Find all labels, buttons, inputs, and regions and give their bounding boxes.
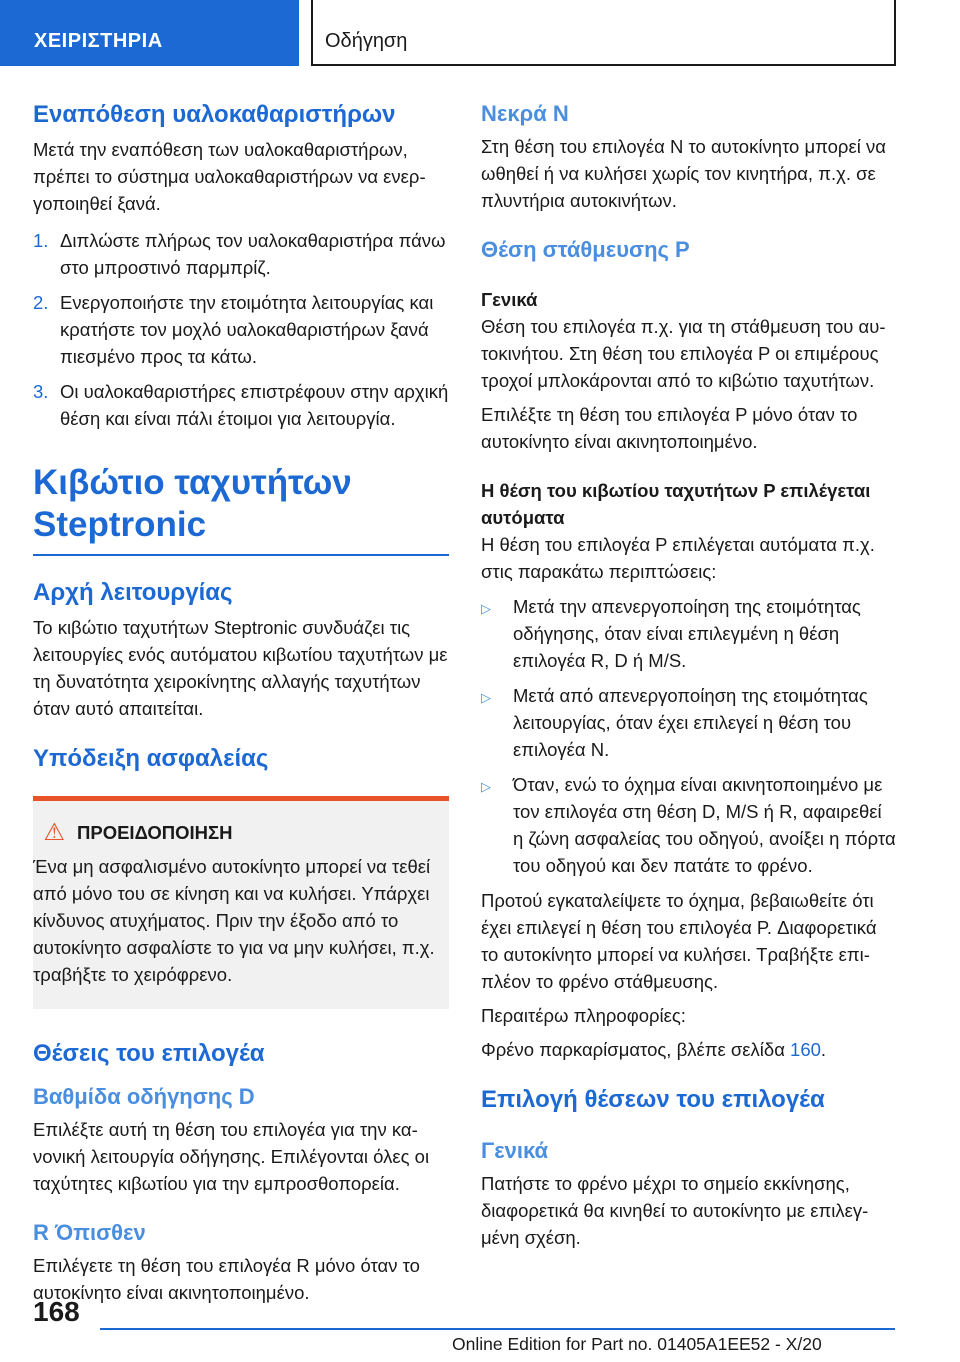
step-text: Διπλώστε πλήρως τον υαλοκαθαριστήρα πάνω στο μπροστινό παρμπρίζ. [60,230,446,278]
brake-reference [481,1036,897,1063]
warning-box [33,796,449,1009]
leave-text: Προτού εγκαταλείψετε το όχημα, βεβαιωθείτε ότι έχει επιλεγεί η θέση του επιλογέα P. Διαφορετικά το αυτοκίνητο μπορεί να κυλήσει. Τραβήξτε επιπλέον το φρένο στάθμευσης. [481,890,877,992]
page-number: 168 [33,1296,80,1327]
auto-p-heading: Η θέση του κιβωτίου ταχυτήτων P επιλέγεται αυτόματα [481,480,871,528]
triangle-bullet-icon: ▷ [481,601,491,616]
list-item-text: Μετά από απενεργοποίηση της ετοιμότητας λειτουργίας, όταν έχει επιλεγεί η θέση του επιλογέα N. [513,685,868,760]
step-number: 3. [33,381,49,402]
chapter-tab[interactable]: Οδήγηση [311,0,896,66]
warning-text: Ένα μη ασφαλισμένο αυτοκίνητο μπορεί να τεθεί από μόνο του σε κίνηση και να κυλήσει. Υπάρχει κίνδυνος ατυχήματος. Πριν την έξοδο από το αυτοκίνητο ασφαλίστε το για να μην κυλήσει, π.χ. τραβήξτε το χειρόφρενο. [33,856,435,985]
auto-p-list [481,593,897,879]
select-heading: Επιλογή θέσεων του επιλογέα [481,1086,825,1113]
drive-heading: Βαθμίδα οδήγησης D [33,1084,255,1109]
positions-heading: Θέσεις του επιλογέα [33,1040,265,1067]
step-text: Οι υαλοκαθαριστήρες επιστρέφουν στην αρχική θέση και είναι πάλι έτοιμοι για λειτουργία. [60,381,449,429]
reverse-text: Επιλέγετε τη θέση του επιλογέα R μόνο όταν το αυτοκίνητο είναι ακινητοποιημένο. [33,1255,420,1303]
safety-heading: Υπόδειξη ασφαλείας [33,745,269,772]
reverse-heading: R Όπισθεν [33,1220,146,1245]
neutral-heading: Νεκρά N [481,101,569,126]
select-text: Πατήστε το φρένο μέχρι το σημείο εκκίνησης, διαφορετικά θα κινηθεί το αυτοκίνητο με επιλεγμένη σχέση. [481,1173,869,1248]
warning-triangle-icon: ⚠ [43,819,65,846]
gearbox-heading: Κιβώτιο ταχυτήτων Steptronic [33,463,352,544]
wiper-intro: Μετά την εναπόθεση των υαλοκαθαριστήρων, πρέπει το σύστημα υαλοκαθαριστήρων να ενεργοποιηθεί ξανά. [33,139,426,214]
park-general-label: Γενικά [481,289,538,310]
warning-title: ΠΡΟΕΙΔΟΠΟΙΗΣΗ [77,822,233,843]
page-header [0,0,960,66]
right-column [481,100,897,1258]
section-tab[interactable]: ΧΕΙΡΙΣΤΗΡΙΑ [0,0,299,66]
list-item-text: Μετά την απενεργοποίηση της ετοιμότητας οδήγησης, όταν είναι επιλεγμένη η θέση επιλογέα R, D ή M/S. [513,596,861,671]
wiper-steps [33,227,449,432]
list-item [481,771,897,879]
triangle-bullet-icon: ▷ [481,779,491,794]
step-number: 1. [33,230,49,251]
drive-text: Επιλέξτε αυτή τη θέση του επιλογέα για την κανονική λειτουργία οδήγησης. Επιλέγονται όλες οι ταχύτητες κιβωτίου για την εμπροσθοπορεία. [33,1119,430,1194]
auto-p-text: Η θέση του επιλογέα P επιλέγεται αυτόματα π.χ. στις παρακάτω περιπτώσεις: [481,534,875,582]
left-column [33,100,449,1313]
step-item [33,378,449,432]
principle-text: Το κιβώτιο ταχυτήτων Steptronic συνδυάζει τις λειτουργίες ενός αυτόματου κιβωτίου ταχυτήτων με τη δυνατότητα χειροκίνητης αλλαγής ταχυτήτων όταν αυτό απαιτείται. [33,617,448,719]
step-item [33,227,449,281]
select-general-heading: Γενικά [481,1138,549,1163]
park-heading: Θέση στάθμευσης P [481,237,690,262]
brake-ref-prefix: Φρένο παρκαρίσματος, βλέπε σελίδα [481,1039,785,1060]
footer-divider [100,1328,895,1330]
page-160-link[interactable]: 160 [790,1039,821,1060]
list-item-text: Όταν, ενώ το όχημα είναι ακινητοποιημένο με τον επιλογέα στη θέση D, M/S ή R, αφαιρεθεί η ζώνη ασφαλείας του οδηγού, ανοίξει η πόρτα του οδηγού και δεν πατάτε το φρένο. [513,774,896,876]
step-item [33,289,449,370]
triangle-bullet-icon: ▷ [481,690,491,705]
step-text: Ενεργοποιήστε την ετοιμότητα λειτουργίας και κρατήστε τον μοχλό υαλοκαθαριστήρων ξανά πιεσμένο προς τα κάτω. [60,292,434,367]
more-info-text: Περαιτέρω πληροφορίες: [481,1005,686,1026]
brake-ref-suffix: . [820,1039,827,1060]
gearbox-heading-wrap [33,462,449,556]
list-item [481,593,897,674]
park-text-1: Θέση του επιλογέα π.χ. για τη στάθμευση του αυτοκινήτου. Στη θέση του επιλογέα P οι επιμέρους τροχοί μπλοκάρονται από το κιβώτιο ταχυτήτων. [481,316,886,391]
footer-edition: Online Edition for Part no. 01405A1EE52 - X/20 [452,1334,822,1354]
warning-header [33,821,437,845]
step-number: 2. [33,292,49,313]
park-text-2: Επιλέξτε τη θέση του επιλογέα P μόνο όταν το αυτοκίνητο είναι ακινητοποιημένο. [481,404,858,452]
principle-heading: Αρχή λειτουργίας [33,579,233,606]
list-item [481,682,897,763]
neutral-text: Στη θέση του επιλογέα N το αυτοκίνητο μπορεί να ωθηθεί ή να κυλήσει χωρίς τον κινητήρα, π.χ. σε πλυντήρια αυτοκινήτων. [481,136,886,211]
wiper-heading: Εναπόθεση υαλοκαθαριστήρων [33,101,396,128]
